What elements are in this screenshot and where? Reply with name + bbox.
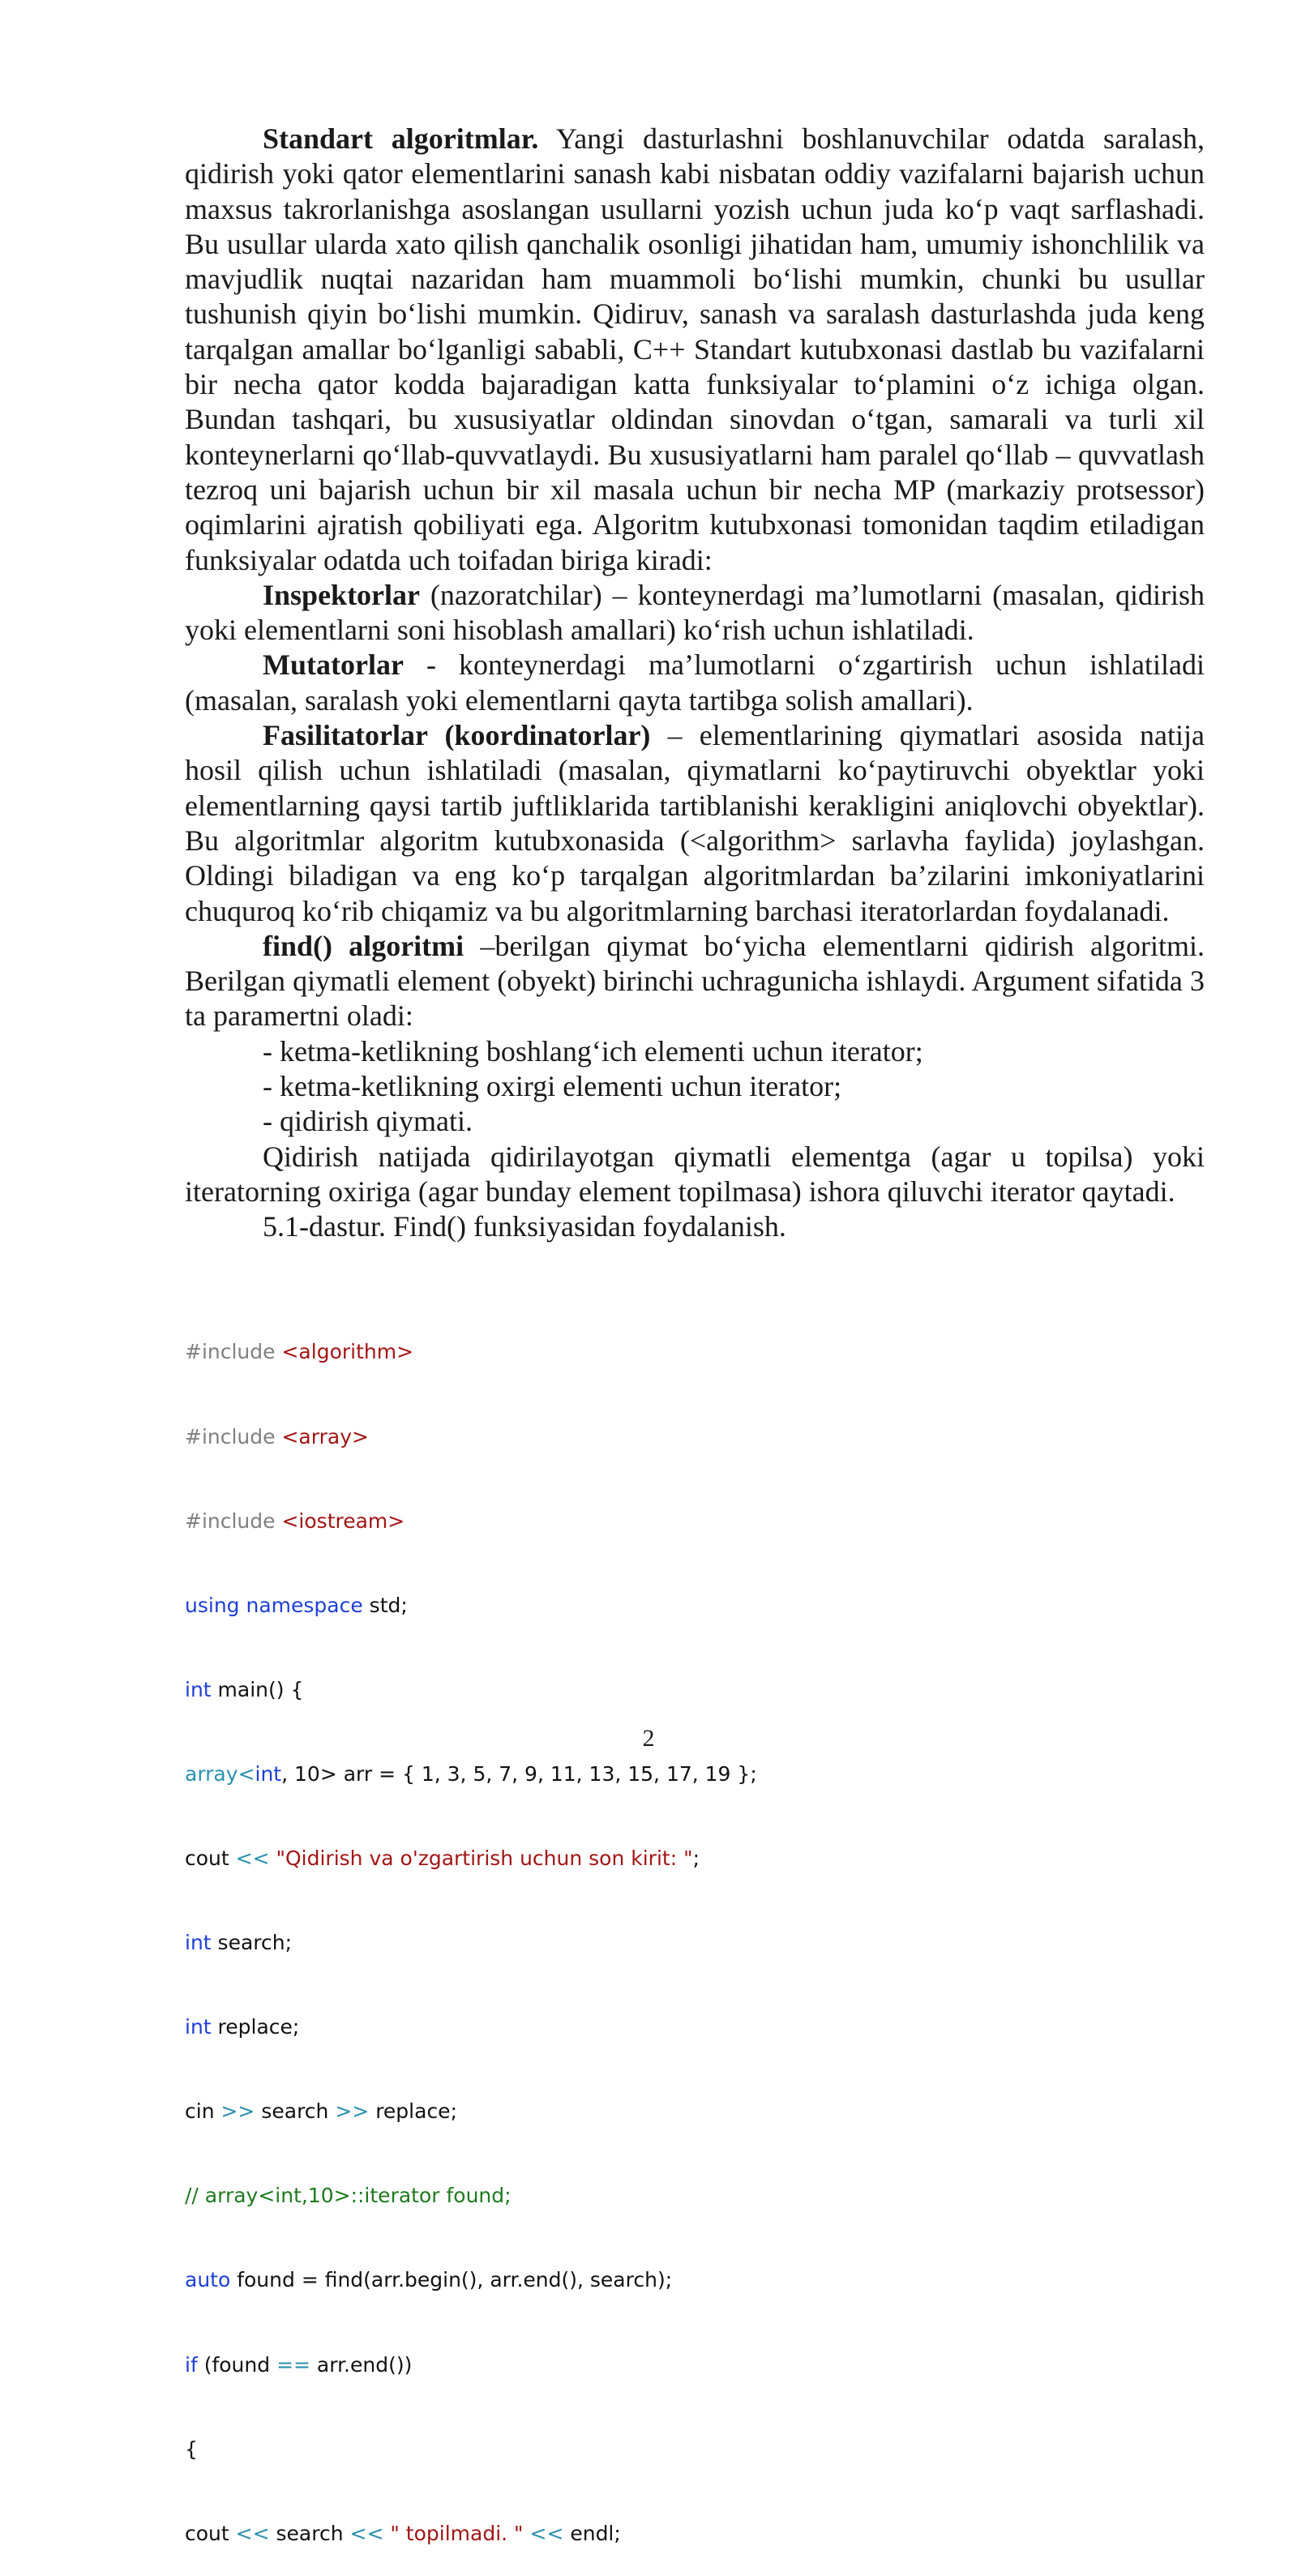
code-line-brace	[185, 2436, 1205, 2464]
code-operator: <	[238, 1761, 255, 1786]
code-type: array	[185, 1761, 238, 1786]
code-text: search;	[211, 1931, 293, 1955]
code-line-array	[185, 1761, 1205, 1789]
code-text: (found	[197, 2352, 277, 2377]
code-operator: ==	[276, 2352, 310, 2377]
mutatorlar-text: - konteynerdagi ma’lumotlarni o‘zgartirish uchun ishlatiladi (masalan, saralash yoki elementlarni qayta tartibga solish amallari).	[185, 648, 1205, 717]
code-text: search	[255, 2099, 336, 2124]
code-text: found = find(arr.begin(), arr.end(), search);	[230, 2268, 673, 2292]
intro-paragraph	[185, 122, 1205, 578]
code-line-include-iostream	[185, 1508, 1205, 1536]
code-text: cin	[185, 2099, 221, 2124]
code-operator: <<	[349, 2521, 384, 2545]
fasilitatorlar-paragraph	[185, 718, 1205, 929]
code-line-include-algorithm	[185, 1338, 1205, 1367]
code-line-using	[185, 1592, 1205, 1620]
code-keyword: if	[185, 2352, 198, 2377]
intro-text: Yangi dasturlashni boshlanuvchilar odatda saralash, qidirish yoki qator elementlarini sanash kabi nisbatan oddiy vazifalarni bajarish uchun maxsus takrorlanishga asoslangan usullarni yozish uchun juda ko‘p vaqt sarflashadi. Bu usullar ularda xato qilish qanchalik osonligi jihatidan ham, umumiy ishonchlilik va mavjudlik nuqtai nazaridan ham muammoli bo‘lishi mumkin, chunki bu usullar tushunish qiyin bo‘lishi mumkin. Qidiruv, sanash va saralash dasturlashda juda keng tarqalgan amallar bo‘lganligi sababli, C++ Standart kutubxonasi dastlab bu vazifalarni bir necha qator kodda bajaradigan katta funksiyalar to‘plamini o‘z ichiga olgan. Bundan tashqari, bu xususiyatlar oldindan sinovdan o‘tgan, samarali va turli xil konteynerlarni qo‘llab-quvvatlaydi. Bu xususiyatlarni ham paralel qo‘llab – quvvatlash tezroq uni bajarish uchun bir xil masala uchun bir necha MP (markaziy protsessor) oqimlarini ajratish qobiliyati ega. Algoritm kutubxonasi tomonidan taqdim etiladigan funksiyalar odatda uch toifadan biriga kiradi:	[185, 122, 1205, 576]
code-keyword: using namespace	[185, 1593, 363, 1617]
find-paragraph	[185, 929, 1205, 1034]
code-preprocessor: #include	[185, 1340, 282, 1364]
code-text: replace;	[369, 2099, 457, 2124]
code-operator: >>	[335, 2099, 370, 2124]
find-result-paragraph: Qidirish natijada qidirilayotgan qiymatli elementga (agar u topilsa) yoki iteratorning oxiriga (agar bunday element topilmasa) ishora qiluvchi iterator qaytadi.	[185, 1140, 1205, 1208]
code-keyword: int	[185, 1931, 212, 1955]
code-text: endl;	[563, 2521, 621, 2545]
code-operator: <<	[235, 1846, 270, 1870]
code-line-cout-notfound	[185, 2520, 1205, 2548]
code-text: cout	[185, 1846, 236, 1870]
code-keyword: int	[185, 2015, 212, 2039]
code-string: " topilmadi. "	[383, 2521, 524, 2545]
code-preprocessor: #include	[185, 1508, 282, 1533]
code-operator: <<	[235, 2521, 270, 2545]
find-text: –berilgan qiymat bo‘yicha elementlarni qidirish algoritmi. Berilgan qiymatli element (obyekt) birinchi uchragunicha ishlaydi. Argument sifatida 3 ta paramertni oladi:	[185, 929, 1205, 1033]
code-line-cout-prompt	[185, 1845, 1205, 1873]
code-text: main() {	[211, 1677, 304, 1701]
find-param-2: - ketma-ketlikning oxirgi elementi uchun iterator;	[263, 1070, 842, 1103]
code-text: search	[269, 2521, 350, 2545]
fasilitatorlar-term: Fasilitatorlar (koordinatorlar)	[263, 719, 651, 752]
code-preprocessor: #include	[185, 1424, 282, 1448]
code-line-comment	[185, 2182, 1205, 2210]
find-param-3: - qidirish qiymati.	[263, 1105, 473, 1138]
code-text: std;	[362, 1593, 408, 1617]
code-header: <iostream>	[281, 1508, 405, 1533]
inspektorlar-term: Inspektorlar	[263, 578, 421, 611]
intro-heading: Standart algoritmlar.	[263, 122, 539, 155]
code-text: ;	[692, 1846, 700, 1870]
code-line-int-replace	[185, 2013, 1205, 2042]
code-line-main	[185, 1676, 1205, 1705]
code-keyword: auto	[185, 2268, 231, 2292]
code-operator: >>	[220, 2099, 255, 2124]
code-header: <array>	[281, 1424, 369, 1448]
code-text: arr.end())	[310, 2352, 413, 2377]
code-string: "Qidirish va o'zgartirish uchun son kirit: "	[269, 1846, 693, 1870]
code-line-int-search	[185, 1929, 1205, 1958]
find-param-1: - ketma-ketlikning boshlang‘ich elementi uchun iterator;	[263, 1034, 923, 1068]
code-text: replace;	[211, 2015, 300, 2039]
code-keyword: int	[185, 1677, 212, 1701]
mutatorlar-paragraph	[185, 648, 1205, 718]
fasilitatorlar-text: – elementlarining qiymatlari asosida natija hosil qilish uchun ishlatiladi (masalan, qiymatlarni ko‘paytiruvchi obyektlar yoki elementlarning qaysi tartib juftliklarida tartiblanishi kerakligini aniqlovchi obyektlar). Bu algoritmlar algoritm kutubxonasida (<algorithm> sarlavha faylida) joylashgan. Oldingi biladigan va eng ko‘p tarqalgan algoritmlardan ba’zilarini imkoniyatlarini chuquroq ko‘rib chiqamiz va bu algoritmlarning barchasi iteratorlardan foydalanadi.	[185, 719, 1205, 927]
inspektorlar-paragraph	[185, 578, 1205, 648]
code-line-cin	[185, 2098, 1205, 2126]
mutatorlar-term: Mutatorlar	[263, 648, 404, 682]
code-text: {	[185, 2437, 198, 2461]
find-term: find() algoritmi	[263, 929, 464, 962]
code-line-include-array	[185, 1423, 1205, 1452]
code-text: cout	[185, 2521, 236, 2545]
inspektorlar-text: (nazoratchilar) – konteynerdagi ma’lumotlarni (masalan, qidirish yoki elementlarni soni hisoblash amallari) ko‘rish uchun ishlatiladi.	[185, 578, 1205, 647]
code-listing	[185, 1282, 1205, 2576]
code-header: <algorithm>	[281, 1340, 414, 1364]
code-keyword: int	[255, 1761, 282, 1786]
code-text: , 10> arr = { 1, 3, 5, 7, 9, 11, 13, 15, 17, 19 };	[281, 1761, 757, 1786]
code-comment: // array<int,10>::iterator found;	[185, 2184, 512, 2208]
document-body	[185, 122, 1205, 1245]
code-line-if	[185, 2351, 1205, 2380]
code-operator: <<	[523, 2521, 564, 2545]
listing-caption: 5.1-dastur. Find() funksiyasidan foydalanish.	[263, 1210, 786, 1243]
page-number: 2	[642, 1725, 655, 1752]
code-line-auto-found	[185, 2266, 1205, 2295]
